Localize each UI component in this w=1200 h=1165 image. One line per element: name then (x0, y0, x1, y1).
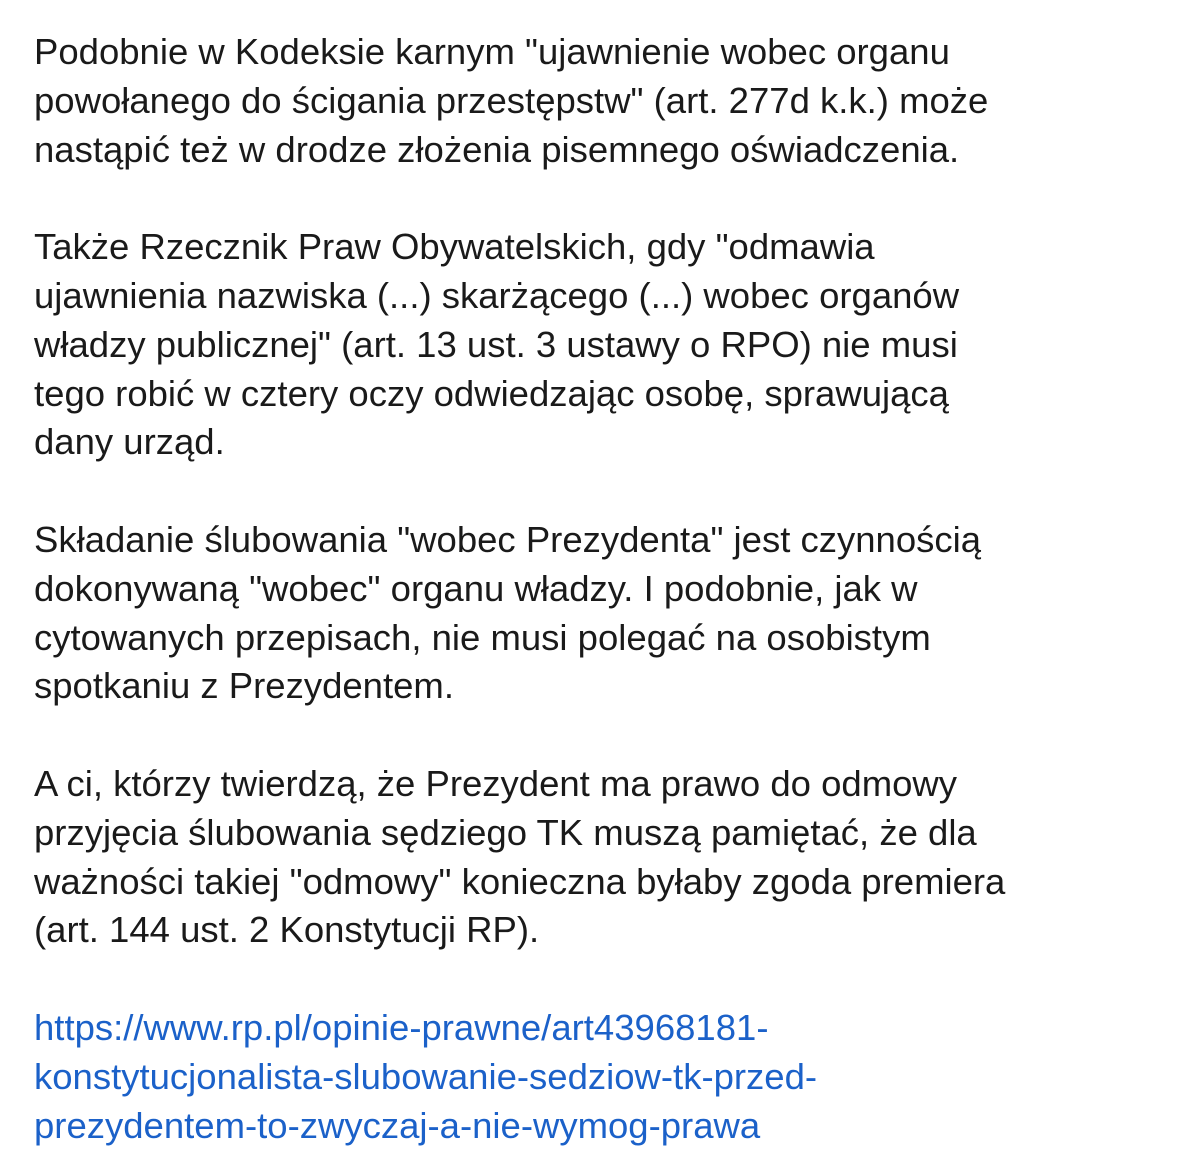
paragraph-gap (34, 711, 1174, 760)
post-body (34, 28, 1174, 1150)
paragraph-gap (34, 467, 1174, 516)
paragraph-slubowanie: Składanie ślubowania "wobec Prezydenta" jest czynnością dokonywaną "wobec" organu władzy. I podobnie, jak w cytowanych przepisach, nie musi polegać na osobistym spotkaniu z Prezydentem. (34, 518, 982, 707)
article-link[interactable]: https://www.rp.pl/opinie-prawne/art43968181- konstytucjonalista-slubowanie-sedziow-tk-przed- prezydentem-to-zwyczaj-a-nie-wymog-prawa (34, 1006, 818, 1146)
paragraph-gap (34, 174, 1174, 223)
paragraph-gap (34, 955, 1174, 1004)
paragraph-kodeks-karny: Podobnie w Kodeksie karnym "ujawnienie wobec organu powołanego do ścigania przestępstw" (art. 277d k.k.) może nastąpić też w drodze złożenia pisemnego oświadczenia. (34, 31, 989, 170)
paragraph-rzecznik: Także Rzecznik Praw Obywatelskich, gdy "odmawia ujawnienia nazwiska (...) skarżącego (...) wobec organów władzy publicznej" (art. 13 ust. 3 ustawy o RPO) nie musi tego robić w cztery oczy odwiedzając osobę, sprawującą dany urząd. (34, 226, 960, 463)
paragraph-odmowa: A ci, którzy twierdzą, że Prezydent ma prawo do odmowy przyjęcia ślubowania sędziego TK muszą pamiętać, że dla ważności takiej "odmowy" konieczna byłaby zgoda premiera (art. 144 ust. 2 Konstytucji RP). (34, 762, 1006, 951)
